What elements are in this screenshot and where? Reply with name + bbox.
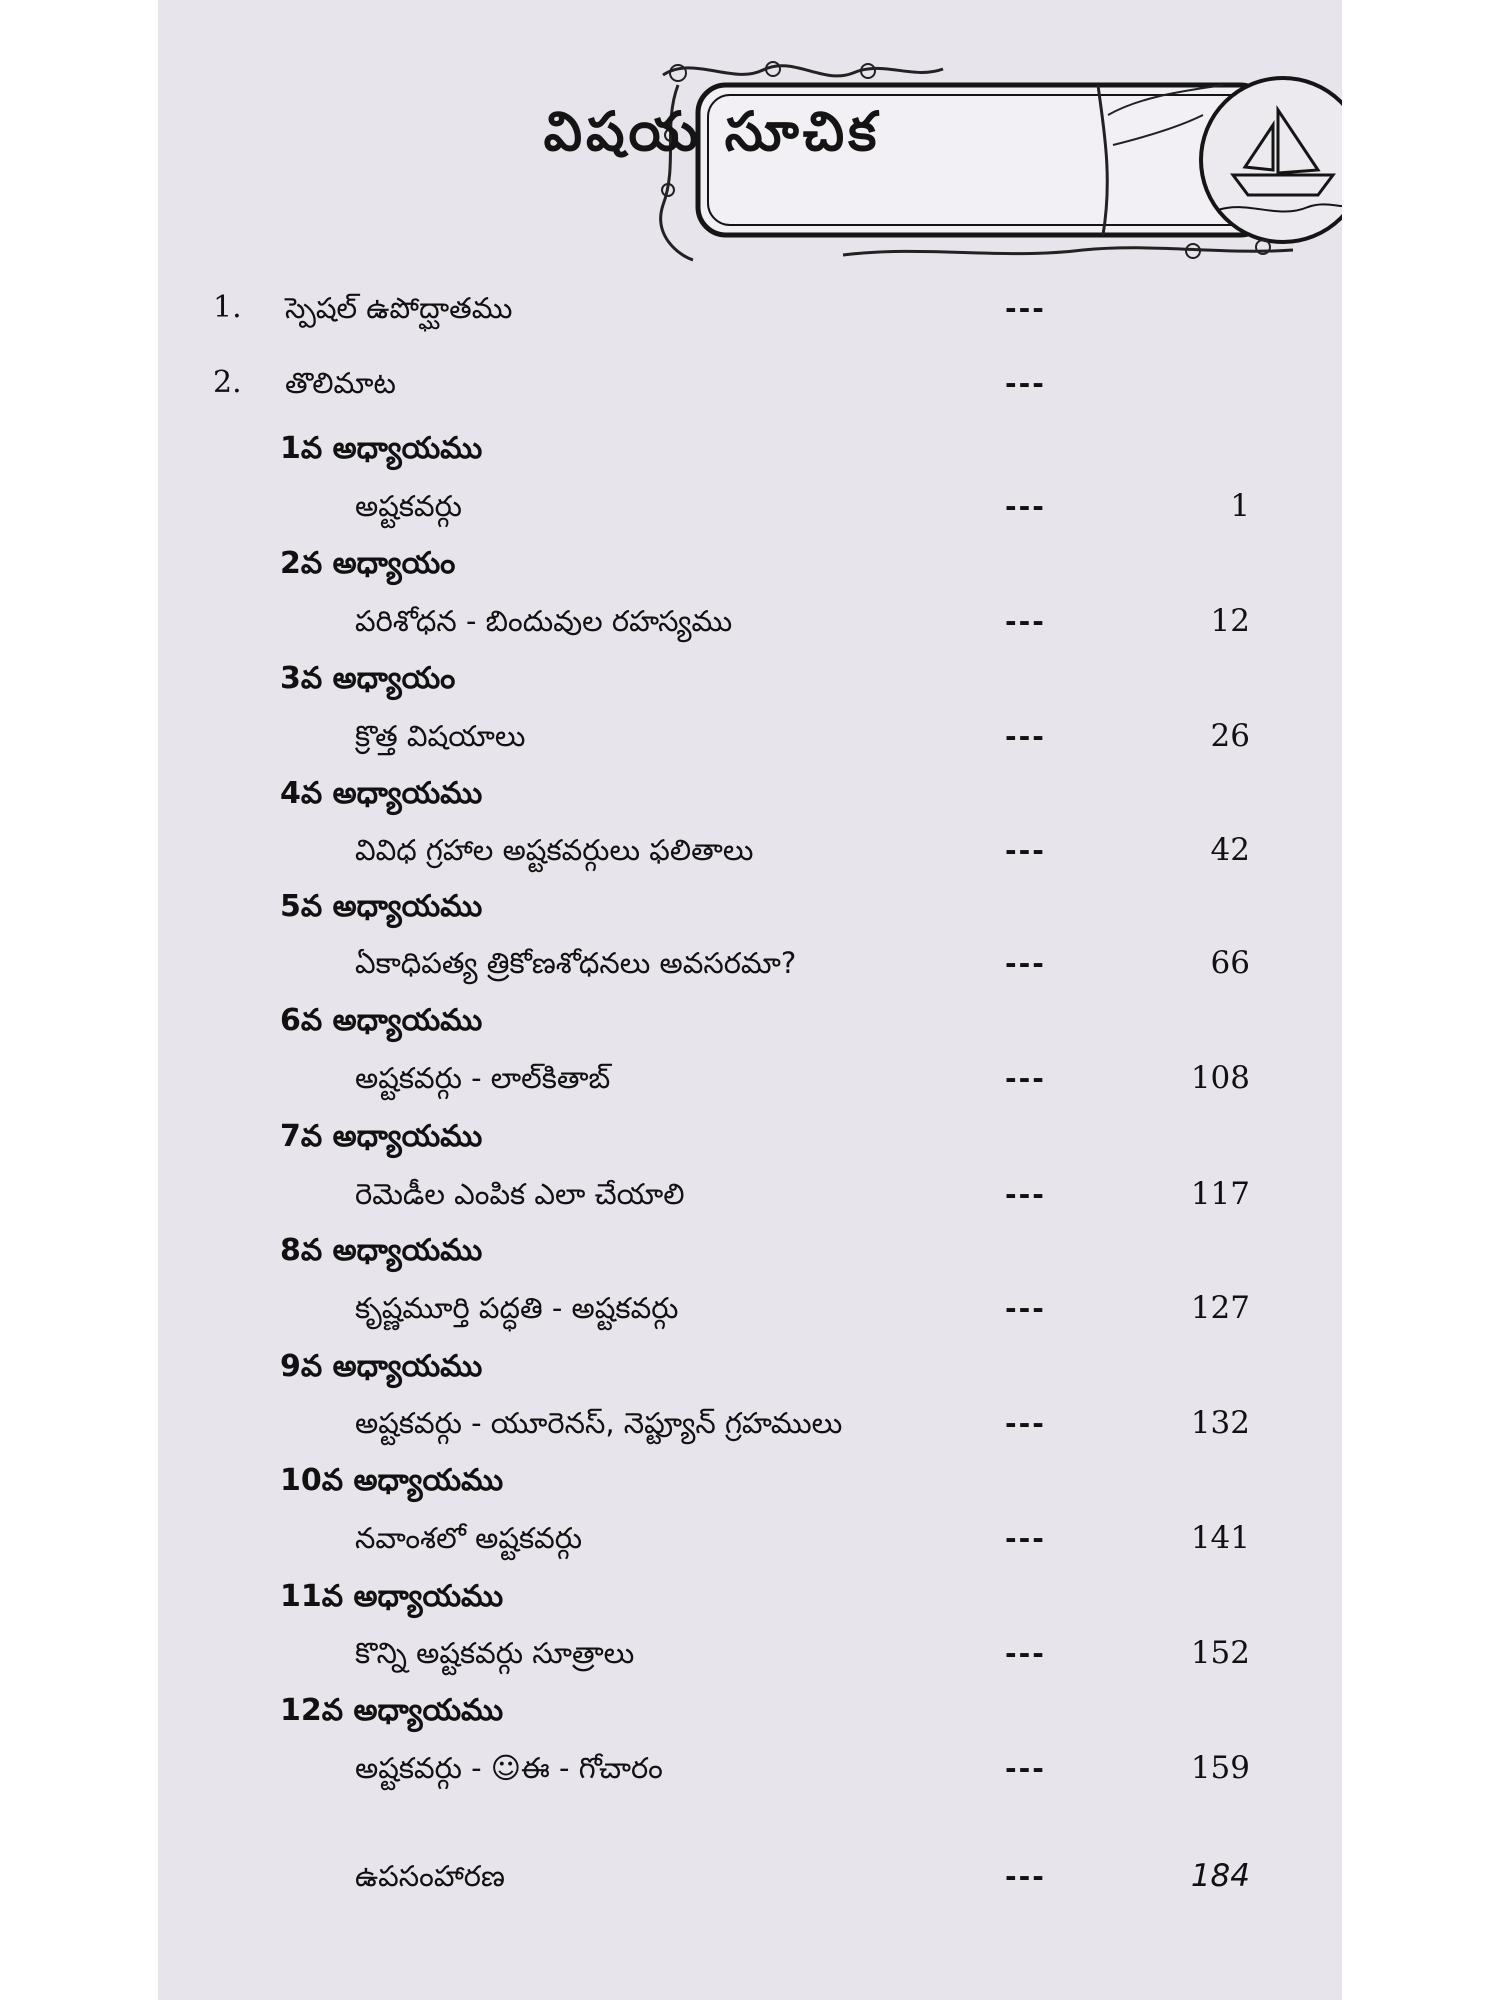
toc-entry xyxy=(0,1740,1500,1798)
entry-leader: --- xyxy=(1005,1752,1046,1785)
chapter-heading xyxy=(0,650,1500,708)
entry-title: ఏకాధిపత్య త్రికోణశోధనలు అవసరమా? xyxy=(355,946,797,980)
toc-entry xyxy=(0,593,1500,651)
entry-page-number: 132 xyxy=(1190,1405,1250,1441)
entry-title: పరిశోధన - బిందువుల రహస్యము xyxy=(355,604,733,638)
entry-leader: --- xyxy=(1005,720,1046,753)
entry-page-number: 159 xyxy=(1190,1750,1250,1786)
entry-page-number: 12 xyxy=(1210,603,1250,639)
entry-title: రెమెడీల ఎంపిక ఎలా చేయాలి xyxy=(355,1177,685,1211)
entry-leader: --- xyxy=(1005,1860,1046,1893)
entry-number: 2. xyxy=(213,365,242,400)
toc-entry xyxy=(0,1510,1500,1568)
toc-entry xyxy=(0,1848,1500,1906)
chapter-heading xyxy=(0,765,1500,823)
entry-leader: --- xyxy=(1005,947,1046,980)
chapter-title: 6వ అధ్యాయము xyxy=(280,1003,483,1038)
entry-leader: --- xyxy=(1005,1178,1046,1211)
entry-title: ఉపసంహారణ xyxy=(355,1859,505,1893)
entry-title: కొన్ని అష్టకవర్గు సూత్రాలు xyxy=(355,1636,635,1670)
entry-page-number: 117 xyxy=(1190,1176,1250,1212)
entry-title: తొలిమాట xyxy=(285,366,396,400)
chapter-title: 11వ అధ్యాయము xyxy=(280,1579,504,1614)
entry-leader: --- xyxy=(1005,834,1046,867)
entry-leader: --- xyxy=(1005,1522,1046,1555)
entry-leader: --- xyxy=(1005,1292,1046,1325)
entry-page-number: 108 xyxy=(1190,1060,1250,1096)
toc-entry xyxy=(0,478,1500,536)
entry-leader: --- xyxy=(1005,490,1046,523)
chapter-title: 8వ అధ్యాయము xyxy=(280,1233,483,1268)
toc-entry xyxy=(0,280,1500,338)
entry-title: అష్టకవర్గు - ☺ఈ - గోచారం xyxy=(355,1751,663,1785)
entry-title: స్పెషల్ ఉపోద్ఘాతము xyxy=(285,291,513,325)
entry-page-number: 66 xyxy=(1210,945,1250,981)
chapter-heading xyxy=(0,1338,1500,1396)
toc-entry xyxy=(0,1050,1500,1108)
chapter-title: 9వ అధ్యాయము xyxy=(280,1349,483,1384)
chapter-heading xyxy=(0,1568,1500,1626)
entry-leader: --- xyxy=(1005,605,1046,638)
entry-page-number: 26 xyxy=(1210,718,1250,754)
entry-title: వివిధ గ్రహాల అష్టకవర్గులు ఫలితాలు xyxy=(355,833,754,867)
toc-entry xyxy=(0,1625,1500,1683)
entry-leader: --- xyxy=(1005,367,1046,400)
entry-page-number: 152 xyxy=(1190,1635,1250,1671)
chapter-heading xyxy=(0,1452,1500,1510)
entry-page-number: 42 xyxy=(1210,832,1250,868)
entry-page-number: 1 xyxy=(1230,488,1250,524)
toc-entry xyxy=(0,1166,1500,1224)
toc-entry xyxy=(0,708,1500,766)
entry-number: 1. xyxy=(213,290,242,325)
toc-entry xyxy=(0,1395,1500,1453)
chapter-heading xyxy=(0,1222,1500,1280)
chapter-title: 3వ అధ్యాయం xyxy=(280,661,456,696)
entry-page-number: 141 xyxy=(1190,1520,1250,1556)
chapter-heading xyxy=(0,878,1500,936)
entry-leader: --- xyxy=(1005,1062,1046,1095)
chapter-heading xyxy=(0,535,1500,593)
entry-title: క్రొత్త విషయాలు xyxy=(355,719,526,753)
entry-leader: --- xyxy=(1005,292,1046,325)
chapter-title: 2వ అధ్యాయం xyxy=(280,546,456,581)
toc-entry xyxy=(0,1280,1500,1338)
chapter-title: 5వ అధ్యాయము xyxy=(280,889,483,924)
chapter-title: 12వ అధ్యాయము xyxy=(280,1693,504,1728)
entry-leader: --- xyxy=(1005,1407,1046,1440)
entry-leader: --- xyxy=(1005,1637,1046,1670)
entry-page-number: 127 xyxy=(1190,1290,1250,1326)
chapter-heading xyxy=(0,1682,1500,1740)
entry-title: అష్టకవర్గు xyxy=(355,489,462,523)
chapter-title: 7వ అధ్యాయము xyxy=(280,1119,483,1154)
entry-title: అష్టకవర్గు - లాల్‌కితాబ్ xyxy=(355,1061,611,1095)
entry-title: కృష్ణమూర్తి పద్ధతి - అష్టకవర్గు xyxy=(355,1291,679,1325)
entry-title: అష్టకవర్గు - యూరెనస్, నెప్ట్యూన్ గ్రహములు xyxy=(355,1406,843,1440)
chapter-title: 4వ అధ్యాయము xyxy=(280,776,483,811)
chapter-heading xyxy=(0,992,1500,1050)
page-title: విషయ సూచిక xyxy=(543,100,881,163)
toc-entry xyxy=(0,822,1500,880)
toc-entry xyxy=(0,355,1500,413)
toc-entry xyxy=(0,935,1500,993)
chapter-heading xyxy=(0,420,1500,478)
chapter-title: 10వ అధ్యాయము xyxy=(280,1463,504,1498)
chapter-heading xyxy=(0,1108,1500,1166)
chapter-title: 1వ అధ్యాయము xyxy=(280,431,483,466)
entry-page-number: 184 xyxy=(1190,1858,1250,1894)
entry-title: నవాంశలో అష్టకవర్గు xyxy=(355,1521,583,1555)
